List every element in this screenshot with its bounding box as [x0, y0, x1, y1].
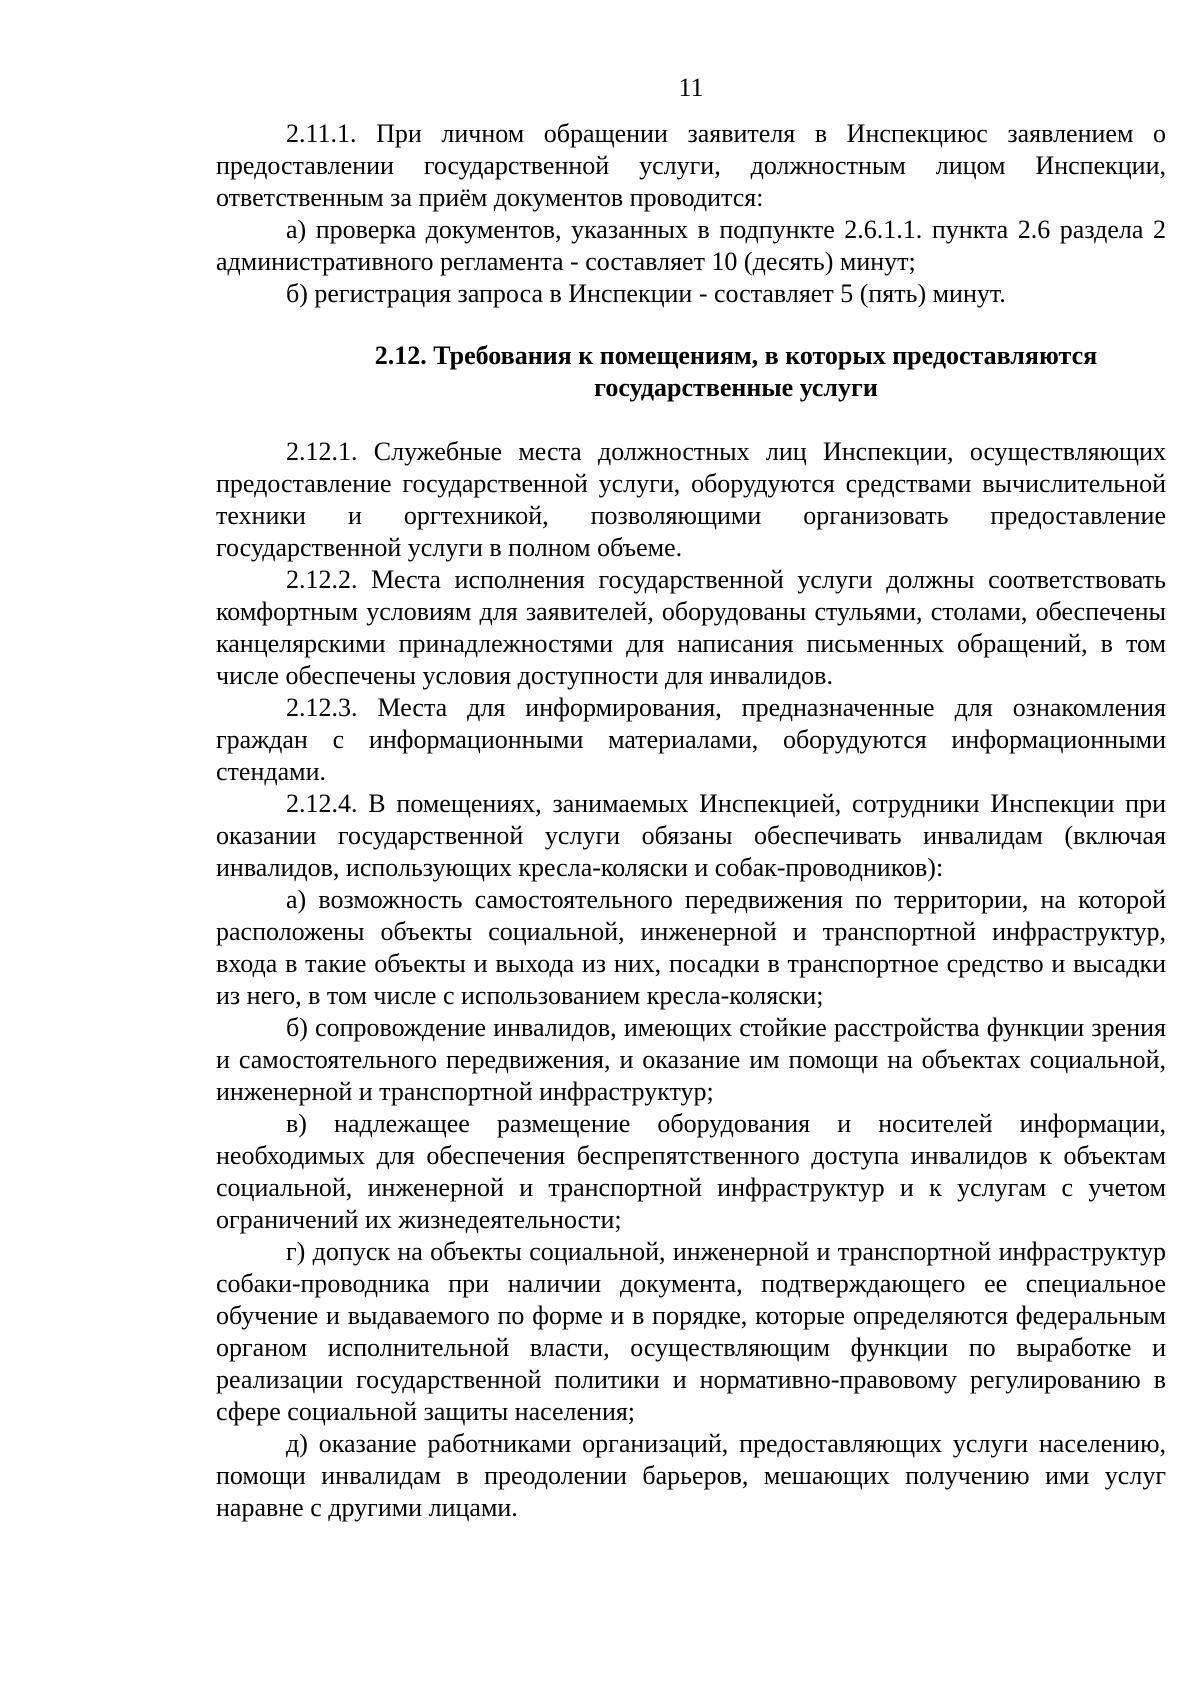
paragraph-item-v-placement: в) надлежащее размещение оборудования и носителей информации, необходимых для обеспечения беспрепятственного доступа инвалидов к объектам социальной, инженерной и транспортной инфраструктур и к услугам с учетом ограничений их жизнедеятельности;	[216, 1109, 1166, 1234]
paragraph-item-d-assistance: д) оказание работниками организаций, предоставляющих услуги населению, помощи инвалидам в преодолении барьеров, мешающих получению ими услуг наравне с другими лицами.	[216, 1429, 1166, 1522]
paragraph-2-12-1: 2.12.1. Служебные места должностных лиц Инспекции, осуществляющих предоставление государственной услуги, оборудуются средствами вычислительной техники и оргтехникой, позволяющими организовать предоставление государственной услуги в полном объеме.	[216, 437, 1166, 562]
paragraph-2-12-3: 2.12.3. Места для информирования, предназначенные для ознакомления граждан с информационными материалами, оборудуются информационными стендами.	[216, 693, 1166, 786]
paragraph-2-12-4: 2.12.4. В помещениях, занимаемых Инспекцией, сотрудники Инспекции при оказании государственной услуги обязаны обеспечивать инвалидам (включая инвалидов, использующих кресла-коляски и собак-проводников):	[216, 789, 1166, 882]
paragraph-item-a-check: а) проверка документов, указанных в подпункте 2.6.1.1. пункта 2.6 раздела 2 административного регламента - составляет 10 (десять) минут;	[216, 215, 1166, 276]
page-number: 11	[678, 73, 704, 102]
paragraph-item-b-registration: б) регистрация запроса в Инспекции - составляет 5 (пять) минут.	[286, 279, 1006, 308]
paragraph-item-g-guide-dog: г) допуск на объекты социальной, инженерной и транспортной инфраструктур собаки-проводника при наличии документа, подтверждающего ее специальное обучение и выдаваемого по форме и в порядке, которые определяются федеральным органом исполнительной власти, осуществляющим функции по выработке и реализации государственной политики и нормативно-правовому регулированию в сфере социальной защиты населения;	[216, 1237, 1166, 1426]
paragraph-item-b-escort: б) сопровождение инвалидов, имеющих стойкие расстройства функции зрения и самостоятельного передвижения, и оказание им помощи на объектах социальной, инженерной и транспортной инфраструктур;	[216, 1013, 1166, 1106]
paragraph-2-12-2: 2.12.2. Места исполнения государственной услуги должны соответствовать комфортным условиям для заявителей, оборудованы стульями, столами, обеспечены канцелярскими принадлежностями для написания письменных обращений, в том числе обеспечены условия доступности для инвалидов.	[216, 565, 1166, 690]
paragraph-item-a-movement: а) возможность самостоятельного передвижения по территории, на которой расположены объекты социальной, инженерной и транспортной инфраструктур, входа в такие объекты и выхода из них, посадки в транспортное средство и высадки из него, в том числе с использованием кресла-коляски;	[216, 885, 1166, 1010]
paragraph-2-11-1: 2.11.1. При личном обращении заявителя в Инспекциюс заявлением о предоставлении государственной услуги, должностным лицом Инспекции, ответственным за приём документов проводится:	[216, 119, 1166, 212]
section-heading-line-2: государственные услуги	[594, 373, 878, 402]
document-page	[216, 72, 1166, 1524]
section-heading-line-1: 2.12. Требования к помещениям, в которых предоставляются	[374, 341, 1098, 370]
section-heading-2-12	[216, 340, 1166, 404]
